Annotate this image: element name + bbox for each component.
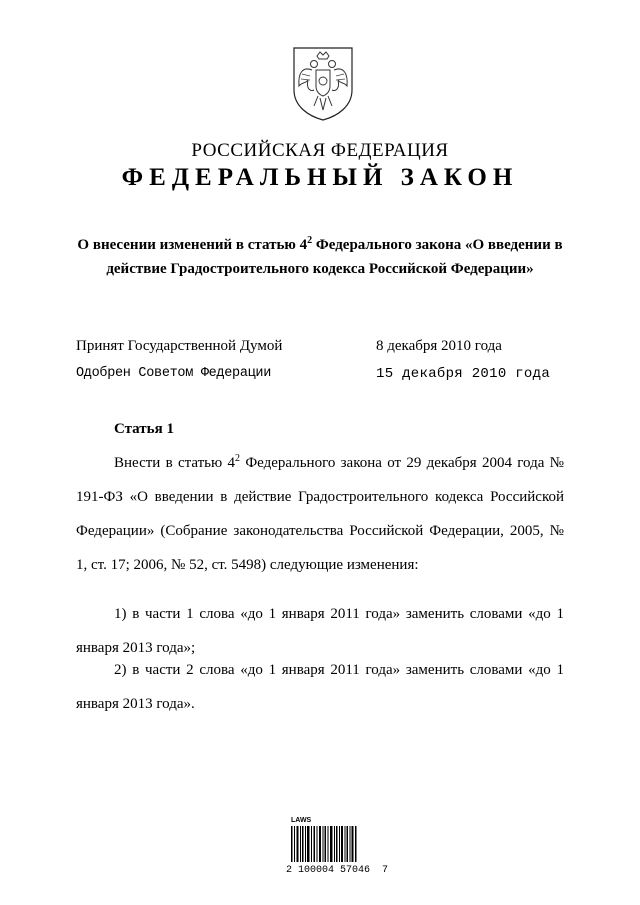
barcode-number: 2 100004 57046 7 bbox=[286, 865, 389, 876]
law-subject bbox=[60, 233, 580, 281]
council-approval-label: Одобрен Советом Федерации bbox=[76, 366, 272, 381]
country-name: РОССИЙСКАЯ ФЕДЕРАЦИЯ bbox=[191, 140, 449, 161]
intro-text: Внести в статью 4 bbox=[114, 455, 236, 471]
article-heading: Статья 1 bbox=[114, 421, 174, 437]
duma-adoption-date: 8 декабря 2010 года bbox=[376, 338, 502, 354]
subject-superscript: 2 bbox=[307, 235, 313, 246]
intro-text-cont: Федерального закона от 29 декабря 2004 года № 191-ФЗ «О введении в действие Градостроительного кодекса Российской Федерации» (Собрание законодательства Российской Федерации, 2005, № 1, ст. 17; 2006, № 52, ст. 5498) следующие изменения: bbox=[76, 455, 564, 573]
council-approval-date: 15 декабря 2010 года bbox=[376, 366, 551, 382]
article-item-2: 2) в части 2 слова «до 1 января 2011 года» заменить словами «до 1 января 2013 года». bbox=[76, 662, 564, 712]
subject-text: О внесении изменений в статью 4 bbox=[77, 237, 308, 253]
subject-text-cont: Федерального закона «О введении в bbox=[312, 237, 563, 253]
article-intro-paragraph bbox=[76, 446, 564, 582]
russian-coat-of-arms-icon bbox=[290, 44, 356, 122]
duma-adoption-label: Принят Государственной Думой bbox=[76, 338, 283, 354]
subject-line-1 bbox=[60, 233, 580, 257]
law-type-title: ФЕДЕРАЛЬНЫЙ ЗАКОН bbox=[121, 164, 519, 191]
intro-superscript: 2 bbox=[235, 453, 241, 464]
article-item-1: 1) в части 1 слова «до 1 января 2011 года» заменить словами «до 1 января 2013 года»; bbox=[76, 606, 564, 656]
subject-line-2: действие Градостроительного кодекса Российской Федерации» bbox=[106, 261, 534, 277]
barcode-label: LAWS bbox=[291, 817, 312, 824]
barcode-icon bbox=[291, 826, 357, 862]
